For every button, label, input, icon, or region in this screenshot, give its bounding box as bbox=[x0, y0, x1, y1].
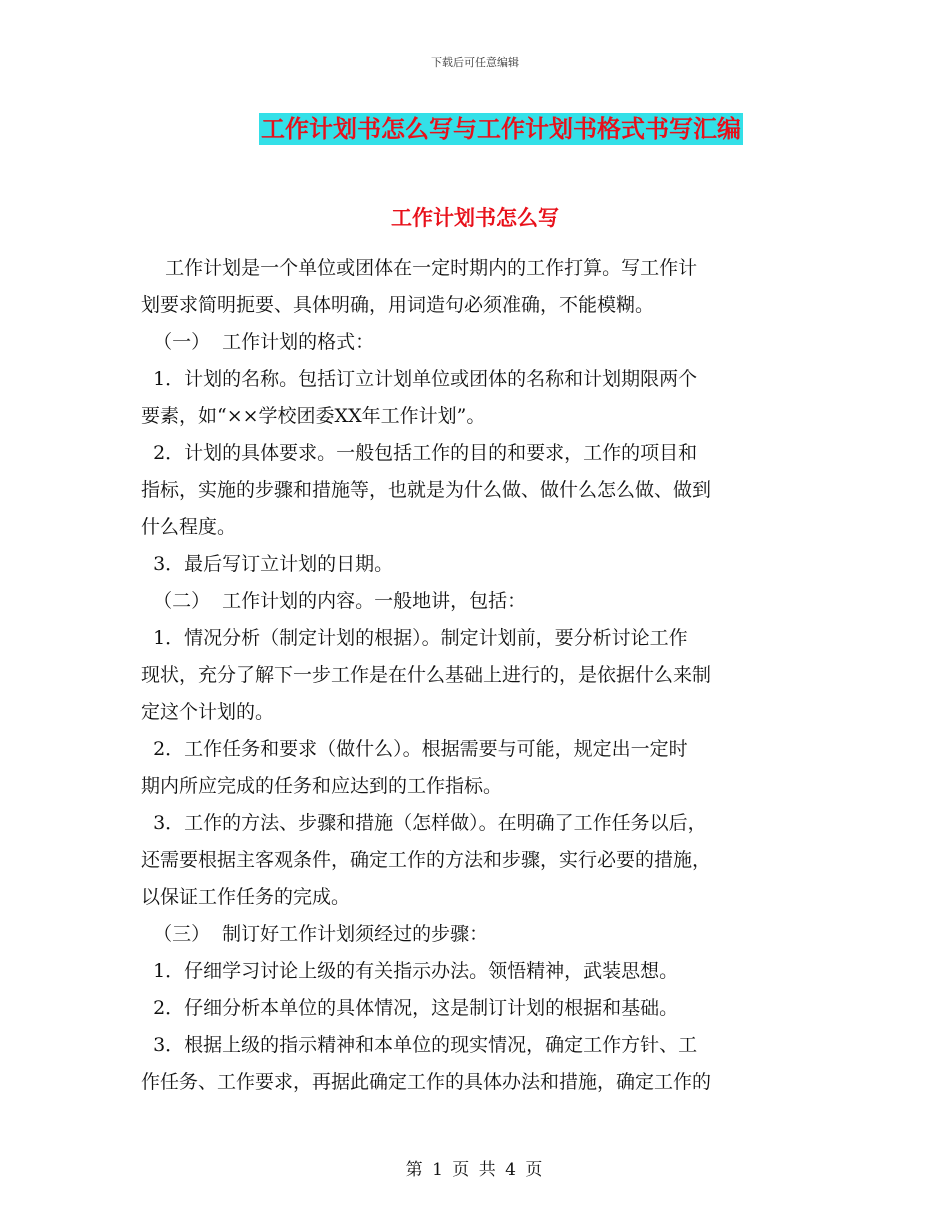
body-line: 3．工作的方法、步骤和措施（怎样做）。在明确了工作任务以后， bbox=[141, 812, 707, 834]
body-line: 1．仔细学习讨论上级的有关指示办法。领悟精神，武装思想。 bbox=[141, 960, 679, 982]
body-line: （三） 制订好工作计划须经过的步骤： bbox=[141, 923, 489, 945]
body-line: 3．根据上级的指示精神和本单位的现实情况，确定工作方针、工 bbox=[141, 1034, 698, 1056]
document-body bbox=[141, 250, 813, 1101]
body-line: （一） 工作计划的格式： bbox=[141, 331, 375, 353]
body-line: 以保证工作任务的完成。 bbox=[141, 886, 351, 908]
body-line: 作任务、工作要求，再据此确定工作的具体办法和措施，确定工作的 bbox=[141, 1071, 712, 1093]
body-line: 划要求简明扼要、具体明确，用词造句必须准确，不能模糊。 bbox=[141, 294, 655, 316]
body-line: 什么程度。 bbox=[141, 516, 237, 538]
body-line: 工作计划是一个单位或团体在一定时期内的工作打算。写工作计 bbox=[141, 257, 698, 279]
body-line: 指标，实施的步骤和措施等，也就是为什么做、做什么怎么做、做到 bbox=[141, 479, 712, 501]
body-line: 要素，如“××学校团委XX年工作计划”。 bbox=[141, 405, 486, 427]
body-line: 2．工作任务和要求（做什么）。根据需要与可能，规定出一定时 bbox=[141, 738, 688, 760]
page-footer: 第 1 页 共 4 页 bbox=[405, 1160, 545, 1180]
body-line: 1．计划的名称。包括订立计划单位或团体的名称和计划期限两个 bbox=[141, 368, 698, 390]
body-line: 期内所应完成的任务和应达到的工作指标。 bbox=[141, 775, 503, 797]
body-line: 3．最后写订立计划的日期。 bbox=[141, 553, 394, 575]
header-note: 下载后可任意编辑 bbox=[431, 56, 519, 69]
body-line: 定这个计划的。 bbox=[141, 701, 275, 723]
body-line: 还需要根据主客观条件，确定工作的方法和步骤，实行必要的措施， bbox=[141, 849, 712, 871]
body-line: 2．仔细分析本单位的具体情况，这是制订计划的根据和基础。 bbox=[141, 997, 679, 1019]
section-title: 工作计划书怎么写 bbox=[391, 205, 559, 230]
body-line: 2．计划的具体要求。一般包括工作的目的和要求，工作的项目和 bbox=[141, 442, 698, 464]
main-title-wrap bbox=[0, 113, 950, 145]
document-main-title: 工作计划书怎么写与工作计划书格式书写汇编 bbox=[261, 114, 741, 143]
body-line: （二） 工作计划的内容。一般地讲，包括： bbox=[141, 590, 527, 612]
body-line: 现状，充分了解下一步工作是在什么基础上进行的，是依据什么来制 bbox=[141, 664, 712, 686]
body-line: 1．情况分析（制定计划的根据）。制定计划前，要分析讨论工作 bbox=[141, 627, 688, 649]
